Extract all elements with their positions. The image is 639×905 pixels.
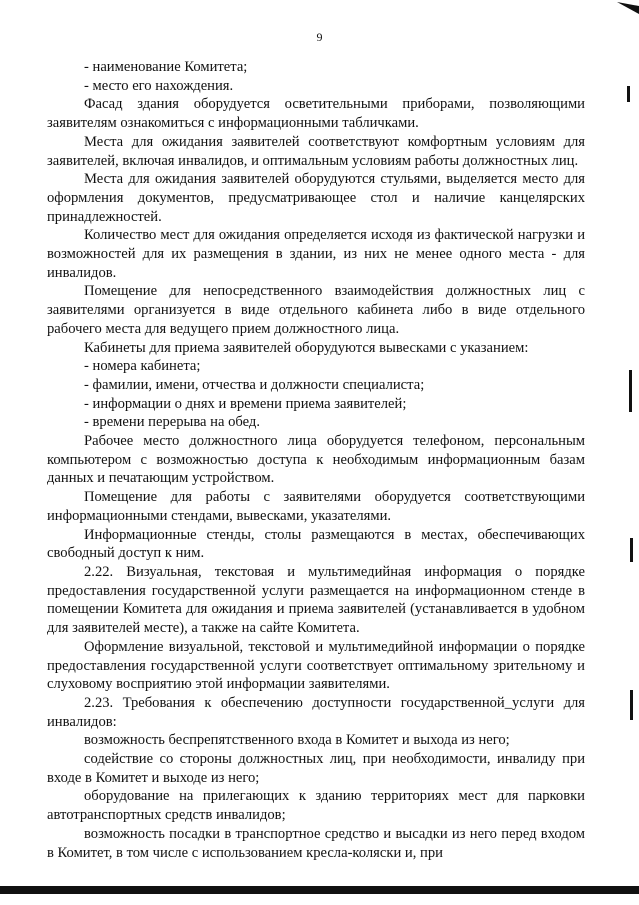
paragraph: Фасад здания оборудуется осветительными приборами, позволяющими заявителям ознакомиться с информационными табличками. bbox=[47, 96, 585, 132]
paragraph: возможность посадки в транспортное средство и высадки из него перед входом в Комитет, в том числе с использованием кресла-коляски и, при bbox=[47, 825, 585, 861]
paragraph: Помещение для работы с заявителями оборудуется соответствующими информационными стендами, вывесками, указателями. bbox=[47, 489, 585, 524]
paragraph: содействие со стороны должностных лиц, при необходимости, инвалиду при входе в Комитет и выходе из него; bbox=[47, 751, 585, 786]
paragraph: 2.23. Требования к обеспечению доступности государственной_услуги для инвалидов: bbox=[47, 694, 585, 730]
scan-corner-mark bbox=[613, 0, 639, 14]
list-item: - информации о днях и времени приема заявителей; bbox=[84, 395, 407, 412]
page-number: 9 bbox=[316, 30, 323, 44]
paragraph: Количество мест для ожидания определяется исходя из фактической нагрузки и возможностей для их размещения в здании, из них не менее одного места - для инвалидов. bbox=[47, 227, 585, 281]
scan-bottom-border bbox=[0, 886, 639, 894]
paragraph: Помещение для непосредственного взаимодействия должностных лиц с заявителями организуется в виде отдельного кабинета либо в виде отдельного рабочего места для ведущего прием должностного лица. bbox=[47, 283, 585, 337]
paragraph: Места для ожидания заявителей оборудуются стульями, выделяется место для оформления документов, предусматривающее стол и наличие канцелярских принадлежностей. bbox=[47, 171, 585, 225]
paragraph: Кабинеты для приема заявителей оборудуются вывесками с указанием: bbox=[84, 339, 529, 356]
paragraph: Оформление визуальной, текстовой и мультимедийной информации о порядке предоставления государственной услуги соответствует оптимальному зрительному и слуховому восприятию этой информации заявителями. bbox=[47, 638, 585, 693]
scan-edge-mark bbox=[630, 538, 633, 562]
list-item: - место его нахождения. bbox=[84, 77, 234, 94]
scan-edge-mark bbox=[629, 370, 632, 412]
paragraph: 2.22. Визуальная, текстовая и мультимедийная информация о порядке предоставления государственной услуги размещается на информационном стенде в помещении Комитета для ожидания и приема заявителей (устанавливается в удобном для заявителей месте), а также на сайте Комитета. bbox=[47, 563, 585, 637]
paragraph: Информационные стенды, столы размещаются в местах, обеспечивающих свободный доступ к ним. bbox=[47, 526, 585, 562]
paragraph: Места для ожидания заявителей соответствуют комфортным условиям для заявителей, включая инвалидов, и оптимальным условиям работы должностных лиц. bbox=[47, 133, 585, 169]
paragraph: возможность беспрепятственного входа в Комитет и выхода из него; bbox=[84, 732, 510, 749]
scan-edge-mark bbox=[630, 690, 633, 720]
list-item: - наименование Комитета; bbox=[84, 59, 248, 75]
document-body bbox=[47, 58, 585, 862]
list-item: - номера кабинета; bbox=[84, 358, 201, 375]
list-item: - фамилии, имени, отчества и должности специалиста; bbox=[84, 376, 425, 393]
list-item: - времени перерыва на обед. bbox=[84, 414, 260, 431]
paragraph: оборудование на прилегающих к зданию территориях мест для парковки автотранспортных средств инвалидов; bbox=[47, 788, 585, 824]
scan-edge-mark bbox=[627, 86, 630, 102]
paragraph: Рабочее место должностного лица оборудуется телефоном, персональным компьютером с возможностью доступа к необходимым информационным базам данных и печатающим устройством. bbox=[47, 433, 585, 487]
